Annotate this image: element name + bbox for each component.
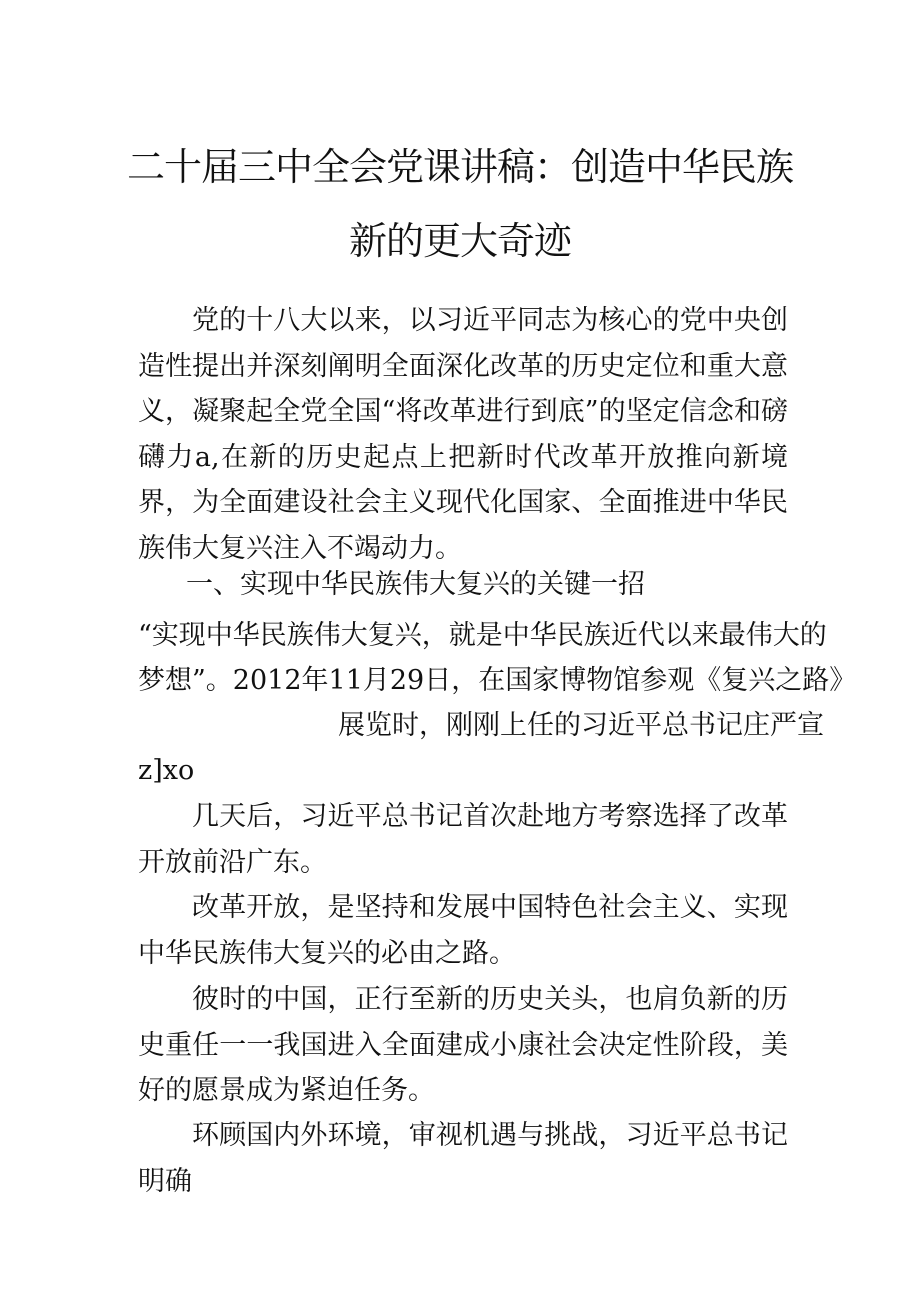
document-title-line-1: 二十届三中全会党课讲稿：创造中华民族	[126, 145, 793, 189]
document-title-line-2: 新的更大奇迹	[348, 219, 571, 263]
quote-line-2: 梦想”。2012年11月29日，在国家博物馆参观《复兴之路》	[138, 665, 857, 696]
paragraph-guangdong: 几天后，习近平总书记首次赴地方考察选择了改革开放前沿广东。	[138, 801, 788, 878]
section-heading-1: 一、实现中华民族伟大复兴的关键一招	[186, 569, 645, 600]
quote-line-4: z]xo	[138, 755, 195, 786]
paragraph-reform: 改革开放，是坚持和发展中国特色社会主义、实现中华民族伟大复兴的必由之路。	[138, 892, 788, 969]
paragraph-environment: 环顾国内外环境，审视机遇与挑战，习近平总书记明确	[138, 1120, 788, 1197]
paragraph-historic-moment: 彼时的中国，正行至新的历史关头，也肩负新的历史重任一一我国进入全面建成小康社会决定性阶段，美好的愿景成为紧迫任务。	[138, 984, 788, 1106]
paragraph-intro: 党的十八大以来，以习近平同志为核心的党中央创造性提出并深刻阐明全面深化改革的历史定位和重大意义，凝聚起全党全国“将改革进行到底”的坚定信念和磅礴力a,在新的历史起点上把新时代改革开放推向新境界，为全面建设社会主义现代化国家、全面推进中华民族伟大复兴注入不竭动力。	[138, 305, 788, 564]
quote-line-3: 展览时，刚刚上任的习近平总书记庄严宣	[338, 710, 824, 741]
quote-line-1: “实现中华民族伟大复兴，就是中华民族近代以来最伟大的	[138, 620, 827, 651]
